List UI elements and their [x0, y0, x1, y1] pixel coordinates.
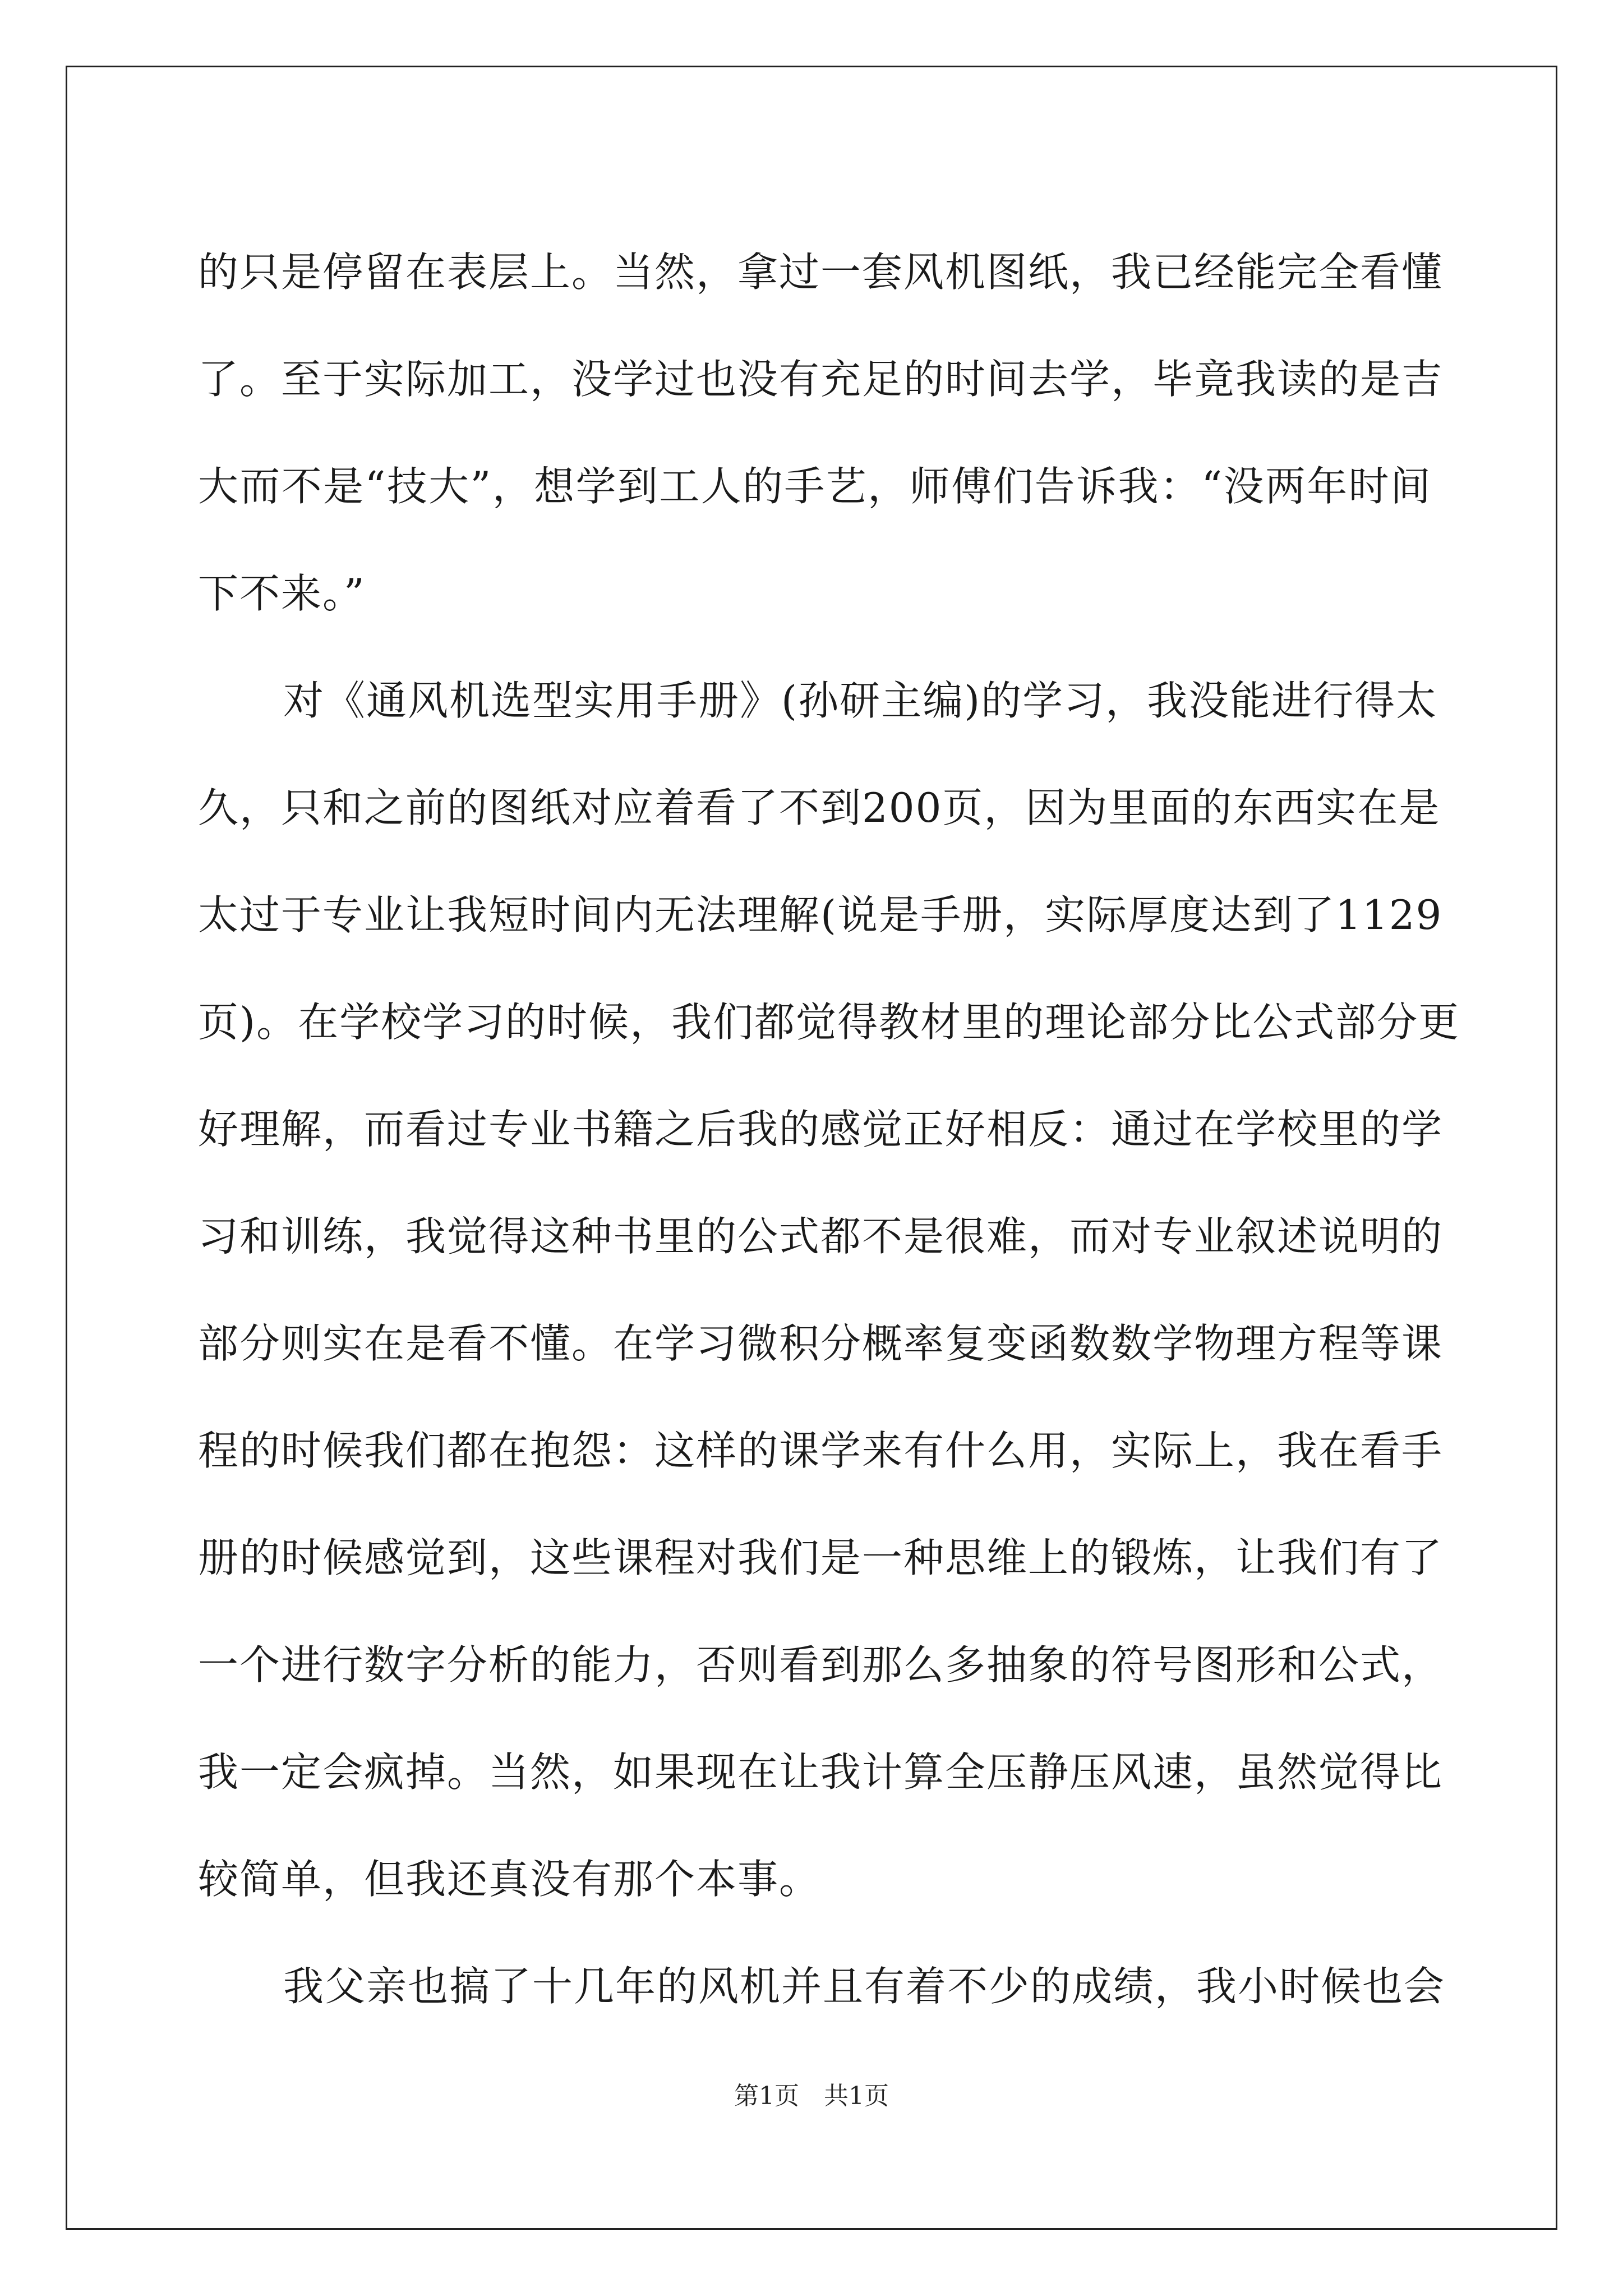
- text-line: 太过于专业让我短时间内无法理解(说是手册，实际厚度达到了1129: [198, 891, 1443, 938]
- text-line: 较简单，但我还真没有那个本事。: [198, 1856, 821, 1903]
- text-line: 久，只和之前的图纸对应着看了不到200页，因为里面的东西实在是: [198, 784, 1441, 831]
- page-footer: [0, 2076, 1623, 2111]
- text-line: 一个进行数字分析的能力，否则看到那么多抽象的符号图形和公式，: [198, 1641, 1444, 1688]
- text-line: 我父亲也搞了十几年的风机并且有着不少的成绩，我小时候也会: [283, 1963, 1446, 2010]
- text-line: 下不来。”: [198, 570, 366, 617]
- text-line: 我一定会疯掉。当然，如果现在让我计算全压静压风速，虽然觉得比: [198, 1749, 1444, 1796]
- document-body: [198, 219, 1460, 2040]
- text-line: 对《通风机选型实用手册》(孙研主编)的学习，我没能进行得太: [283, 677, 1438, 724]
- text-line: 了。至于实际加工，没学过也没有充足的时间去学，毕竟我读的是吉: [198, 356, 1444, 403]
- text-line: 好理解，而看过专业书籍之后我的感觉正好相反：通过在学校里的学: [198, 1106, 1444, 1153]
- text-line: 的只是停留在表层上。当然，拿过一套风机图纸，我已经能完全看懂: [198, 249, 1444, 296]
- page-number-label: 第1页 共1页: [734, 2082, 889, 2110]
- text-line: 习和训练，我觉得这种书里的公式都不是很难，而对专业叙述说明的: [198, 1213, 1444, 1260]
- text-line: 大而不是“技大”，想学到工人的手艺，师傅们告诉我：“没两年时间: [198, 463, 1432, 510]
- text-line: 程的时候我们都在抱怨：这样的课学来有什么用，实际上，我在看手: [198, 1427, 1444, 1474]
- text-line: 册的时候感觉到，这些课程对我们是一种思维上的锻炼，让我们有了: [198, 1534, 1444, 1581]
- text-line: 页)。在学校学习的时候，我们都觉得教材里的理论部分比公式部分更: [198, 999, 1460, 1046]
- text-line: 部分则实在是看不懂。在学习微积分概率复变函数数学物理方程等课: [198, 1320, 1444, 1367]
